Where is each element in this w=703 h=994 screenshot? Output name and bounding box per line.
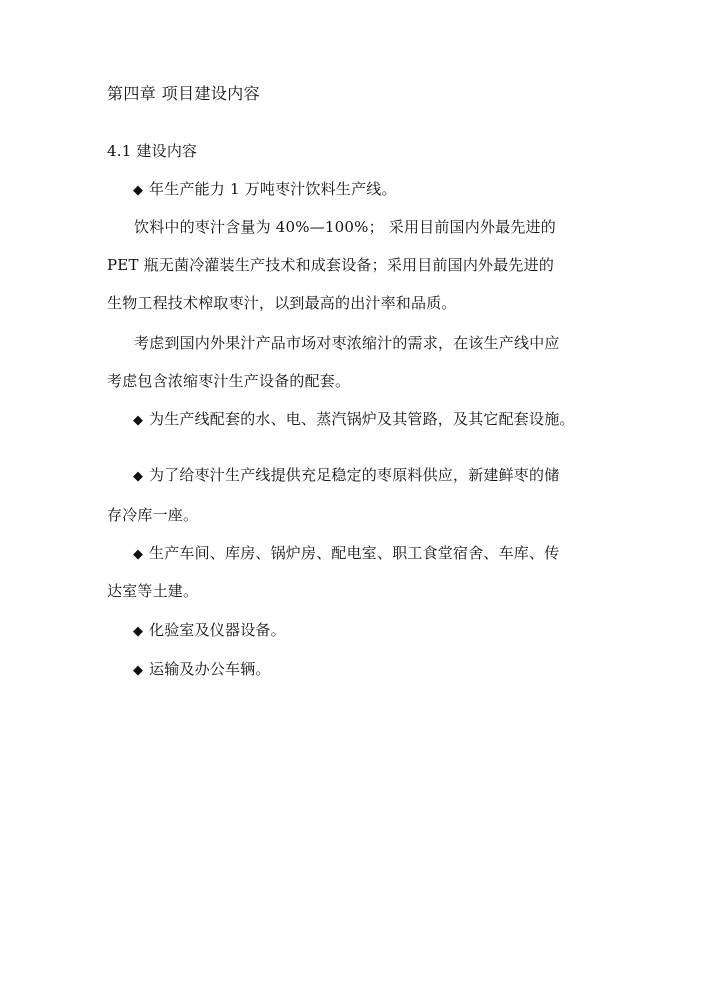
paragraph-line: PET 瓶无菌冷灌装生产技术和成套设备；采用目前国内外最先进的 xyxy=(107,256,555,274)
item-text: 化验室及仪器设备。 xyxy=(149,621,286,639)
diamond-bullet-icon: ◆ xyxy=(133,663,144,678)
list-item xyxy=(133,410,575,430)
list-item xyxy=(133,660,271,680)
diamond-bullet-icon: ◆ xyxy=(133,624,144,639)
item-text: 年生产能力 1 万吨枣汁饮料生产线。 xyxy=(149,180,397,198)
list-item xyxy=(133,466,559,486)
item-text: 为生产线配套的水、电、蒸汽锅炉及其管路，及其它配套设施。 xyxy=(149,410,575,428)
paragraph-line: 生物工程技术榨取枣汁，以到最高的出汁率和品质。 xyxy=(107,294,457,312)
paragraph-line: 考虑到国内外果汁产品市场对枣浓缩汁的需求，在该生产线中应 xyxy=(134,334,560,352)
paragraph-line: 饮料中的枣汁含量为 40%—100%； 采用目前国内外最先进的 xyxy=(134,218,556,236)
item-text: 生产车间、库房、锅炉房、配电室、职工食堂宿舍、车库、传 xyxy=(149,544,560,562)
list-item xyxy=(133,544,559,564)
diamond-bullet-icon: ◆ xyxy=(133,413,144,428)
section-title: 4.1 建设内容 xyxy=(107,142,198,160)
item-text: 运输及办公车辆。 xyxy=(149,660,271,678)
diamond-bullet-icon: ◆ xyxy=(133,183,144,198)
list-item xyxy=(133,621,286,641)
item-text: 为了给枣汁生产线提供充足稳定的枣原料供应，新建鲜枣的储 xyxy=(149,466,560,484)
paragraph-line: 考虑包含浓缩枣汁生产设备的配套。 xyxy=(107,372,351,390)
list-item xyxy=(133,180,397,200)
diamond-bullet-icon: ◆ xyxy=(133,547,144,562)
paragraph-line: 达室等土建。 xyxy=(107,582,199,600)
diamond-bullet-icon: ◆ xyxy=(133,469,144,484)
chapter-title: 第四章 项目建设内容 xyxy=(107,84,261,103)
paragraph-line: 存冷库一座。 xyxy=(107,506,199,524)
